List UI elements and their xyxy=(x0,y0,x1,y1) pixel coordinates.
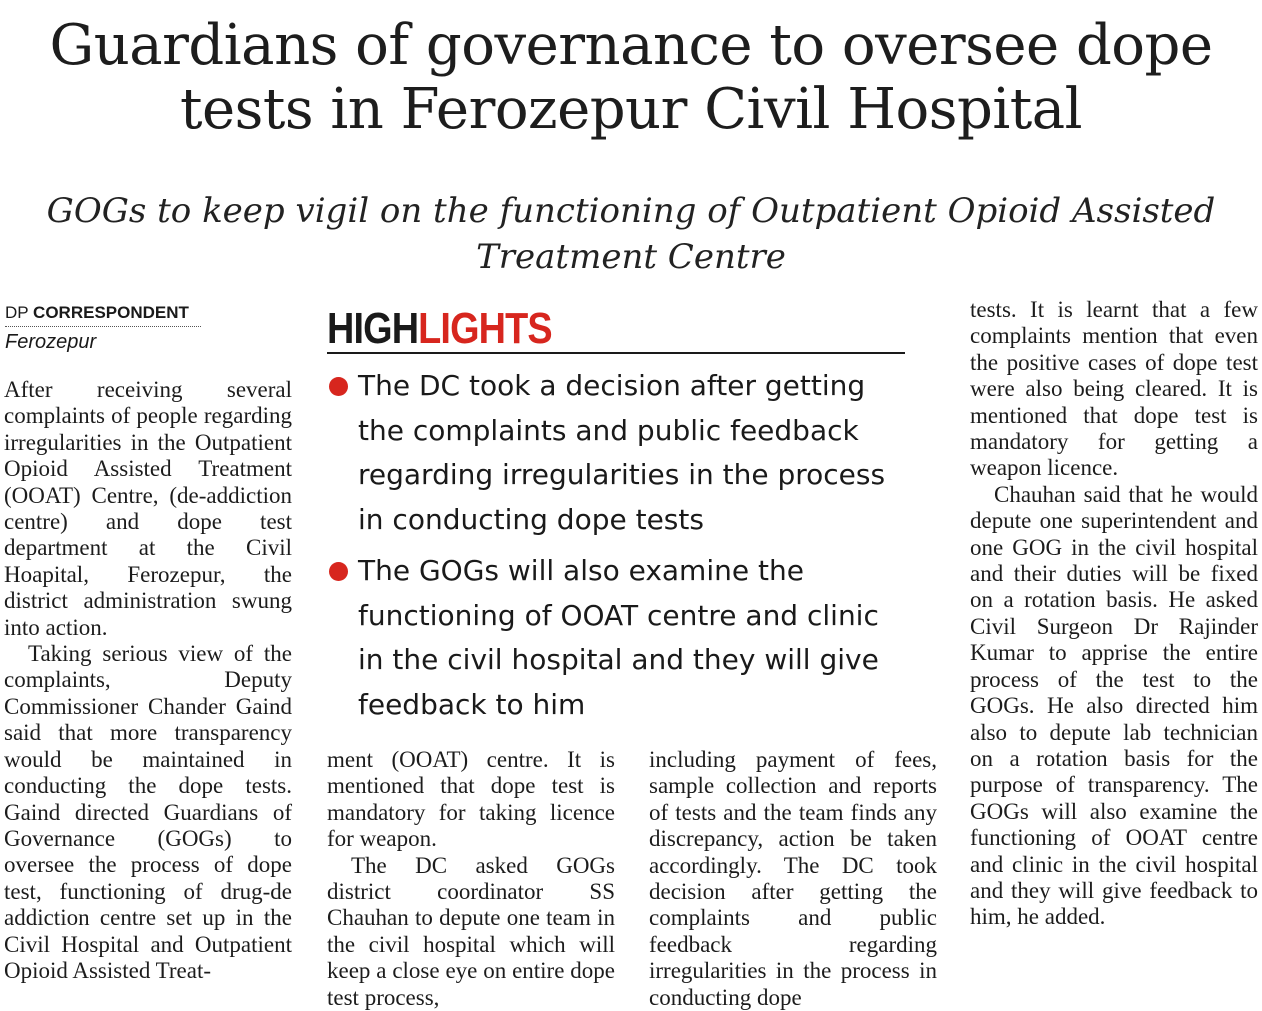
byline-name: CORRESPONDENT xyxy=(33,303,189,322)
paragraph: tests. It is learnt that a few complaints mention that even the positive cases of dope test were also being cleared. It is mentioned that dope test is mandatory for getting a weapon licence. xyxy=(970,297,1258,481)
article-column-3 xyxy=(649,747,937,1011)
bullet-icon xyxy=(329,562,348,581)
highlight-text: The DC took a decision after getting the complaints and public feedback regarding irregularities in the process in conducting dope tests xyxy=(358,369,886,537)
article-column-1 xyxy=(4,377,292,984)
paragraph: Taking serious view of the complaints, Deputy Commissioner Chander Gaind said that more transparency would be maintained in conducting the dope tests. Gaind directed Guardians of Governance (GOGs) to oversee the process of dope test, functioning of drug-de addiction centre set up in the Civil Hospital and Outpatient Opioid Assisted Treat- xyxy=(4,641,292,983)
paragraph: including payment of fees, sample collection and reports of tests and the team finds any discrepancy, action be taken accordingly. The DC took decision after getting the complaints and public feedback regarding irregularities in the process in conducting dope xyxy=(649,747,937,1010)
highlight-item xyxy=(327,549,909,728)
byline-place: Ferozepur xyxy=(5,331,97,353)
highlights-title xyxy=(327,306,828,352)
highlights-box xyxy=(327,306,909,734)
byline xyxy=(5,300,201,357)
highlight-item xyxy=(327,364,909,543)
highlight-text: The GOGs will also examine the functioning of OOAT centre and clinic in the civil hospital and they will give feedback to him xyxy=(358,553,879,721)
highlights-title-part2: LIGHTS xyxy=(418,304,552,353)
bullet-icon xyxy=(329,377,348,396)
paragraph: ment (OOAT) centre. It is mentioned that dope test is mandatory for taking licence for weapon. xyxy=(327,747,615,852)
paragraph: The DC asked GOGs district coordinator SS Chauhan to depute one team in the civil hospital which will keep a close eye on entire dope test process, xyxy=(327,852,615,1010)
paragraph: After receiving several complaints of people regarding irregularities in the Outpatient Opioid Assisted Treatment (OOAT) Centre, (de-addiction centre) and dope test department at the Civil Hoapital, Ferozepur, the district administration swung into action. xyxy=(4,377,292,640)
byline-prefix: DP xyxy=(5,303,29,322)
article-column-2 xyxy=(327,747,615,1011)
highlights-title-part1: HIGH xyxy=(327,304,419,353)
highlights-list xyxy=(327,364,909,728)
article-column-4 xyxy=(970,297,1258,931)
headline: Guardians of governance to oversee dope tests in Ferozepur Civil Hospital xyxy=(49,13,1213,142)
paragraph: Chauhan said that he would depute one superintendent and one GOG in the civil hospital and their duties will be fixed on a rotation basis. He asked Civil Surgeon Dr Rajinder Kumar to apprise the entire process of the test to the GOGs. He also directed him also to depute lab technician on a rotation basis for the purpose of transparency. The GOGs will also examine the functioning of OOAT centre and clinic in the civil hospital and they will give feedback to him, he added. xyxy=(970,481,1258,930)
deck-subheadline: GOGs to keep vigil on the functioning of Outpatient Opioid Assisted Treatment Centre xyxy=(46,191,1216,277)
